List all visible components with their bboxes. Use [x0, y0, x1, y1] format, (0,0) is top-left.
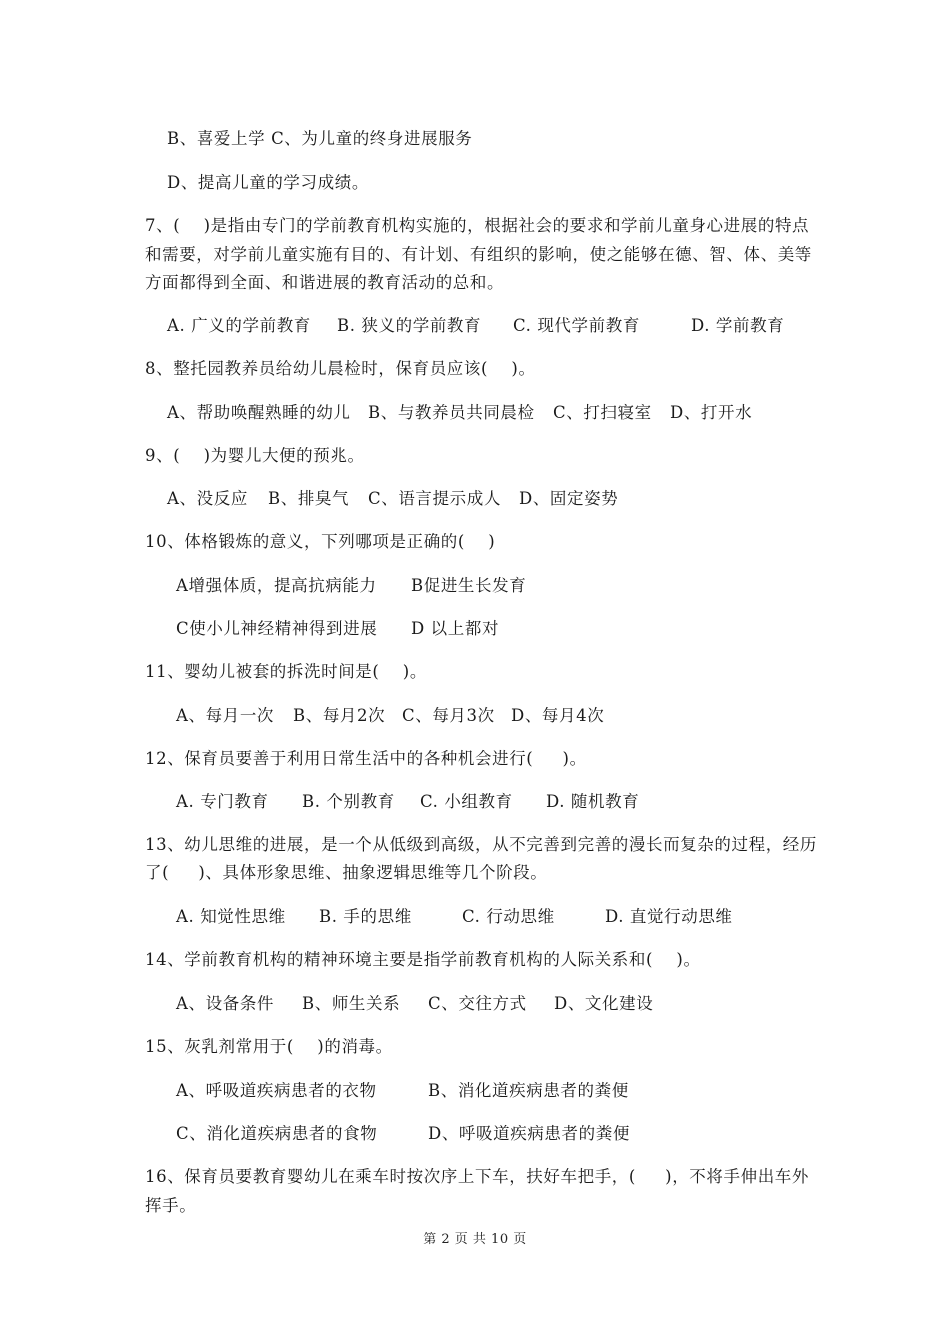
option-c: C、打扫寝室: [553, 403, 652, 422]
option-a: A增强体质，提高抗病能力: [176, 576, 377, 595]
question-7-text: 7、( )是指由专门的学前教育机构实施的，根据社会的要求和学前儿童身心进展的特点: [145, 216, 810, 235]
question-12-options: [176, 791, 639, 813]
page-number-footer: 第 2 页 共 10 页: [423, 1232, 527, 1247]
option-d: D、固定姿势: [519, 489, 619, 508]
option-a: A、帮助唤醒熟睡的幼儿: [167, 403, 351, 422]
option-c: C. 小组教育: [420, 792, 513, 811]
option-line: B、喜爱上学 C、为儿童的终身进展服务: [167, 129, 473, 148]
option-a: A. 广义的学前教育: [167, 316, 311, 335]
option-a: A. 专门教育: [176, 792, 269, 811]
question-15-options: [176, 1123, 630, 1145]
question-7-options: [167, 315, 784, 337]
option-b: B. 个别教育: [302, 792, 395, 811]
option-c: C使小儿神经精神得到进展: [176, 619, 378, 638]
question-9-text: 9、( )为婴儿大便的预兆。: [145, 446, 365, 465]
question-16-text: 16、保育员要教育婴幼儿在乘车时按次序上下车，扶好车把手，( )，不将手伸出车外: [145, 1167, 809, 1186]
option-d: D、文化建设: [554, 994, 654, 1013]
option-d: D. 随机教育: [546, 792, 640, 811]
question-11-options: [176, 705, 604, 727]
option-a: A、没反应: [167, 489, 248, 508]
question-15-text: 15、灰乳剂常用于( )的消毒。: [145, 1037, 393, 1056]
question-10-options: [176, 618, 499, 640]
question-9-options: [167, 488, 618, 510]
option-c: C、语言提示成人: [368, 489, 501, 508]
option-d: D. 学前教育: [691, 316, 785, 335]
question-8-text: 8、整托园教养员给幼儿晨检时，保育员应该( )。: [145, 359, 536, 378]
option-b: B、消化道疾病患者的粪便: [428, 1081, 629, 1100]
question-15-options: [176, 1080, 629, 1102]
option-d: D、打开水: [670, 403, 753, 422]
question-10-text: 10、体格锻炼的意义，下列哪项是正确的( ): [145, 532, 496, 551]
question-10-options: [176, 575, 526, 597]
option-c: C. 现代学前教育: [513, 316, 640, 335]
option-line: D、提高儿童的学习成绩。: [167, 173, 369, 192]
question-7-text: 方面都得到全面、和谐进展的教育活动的总和。: [145, 273, 505, 292]
option-a: A、设备条件: [176, 994, 275, 1013]
option-d: D 以上都对: [411, 619, 500, 638]
option-c: C. 行动思维: [462, 907, 555, 926]
option-b: B. 手的思维: [319, 907, 412, 926]
question-14-text: 14、学前教育机构的精神环境主要是指学前教育机构的人际关系和( )。: [145, 950, 701, 969]
option-c: C、交往方式: [428, 994, 527, 1013]
question-12-text: 12、保育员要善于利用日常生活中的各种机会进行( )。: [145, 749, 587, 768]
question-11-text: 11、婴幼儿被套的拆洗时间是( )。: [145, 662, 427, 681]
option-b: B、师生关系: [302, 994, 401, 1013]
option-c: C、消化道疾病患者的食物: [176, 1124, 378, 1143]
option-b: B、每月2次: [293, 706, 386, 725]
option-b: B、排臭气: [268, 489, 350, 508]
option-a: A. 知觉性思维: [176, 907, 286, 926]
question-13-options: [176, 906, 733, 928]
option-d: D. 直觉行动思维: [605, 907, 733, 926]
option-b: B. 狭义的学前教育: [337, 316, 482, 335]
option-a: A、每月一次: [176, 706, 275, 725]
question-13-text: 了( )、具体形象思维、抽象逻辑思维等几个阶段。: [145, 863, 548, 882]
option-a: A、呼吸道疾病患者的衣物: [176, 1081, 377, 1100]
option-b: B、与教养员共同晨检: [368, 403, 535, 422]
question-7-text: 和需要，对学前儿童实施有目的、有计划、有组织的影响，使之能够在德、智、体、美等: [145, 245, 812, 264]
option-b: B促进生长发育: [411, 576, 527, 595]
option-c: C、每月3次: [402, 706, 495, 725]
question-13-text: 13、幼儿思维的进展，是一个从低级到高级，从不完善到完善的漫长而复杂的过程，经历: [145, 835, 817, 854]
option-d: D、呼吸道疾病患者的粪便: [428, 1124, 630, 1143]
question-14-options: [176, 993, 653, 1015]
option-d: D、每月4次: [511, 706, 605, 725]
question-16-text: 挥手。: [145, 1196, 197, 1215]
question-8-options: [167, 402, 752, 424]
